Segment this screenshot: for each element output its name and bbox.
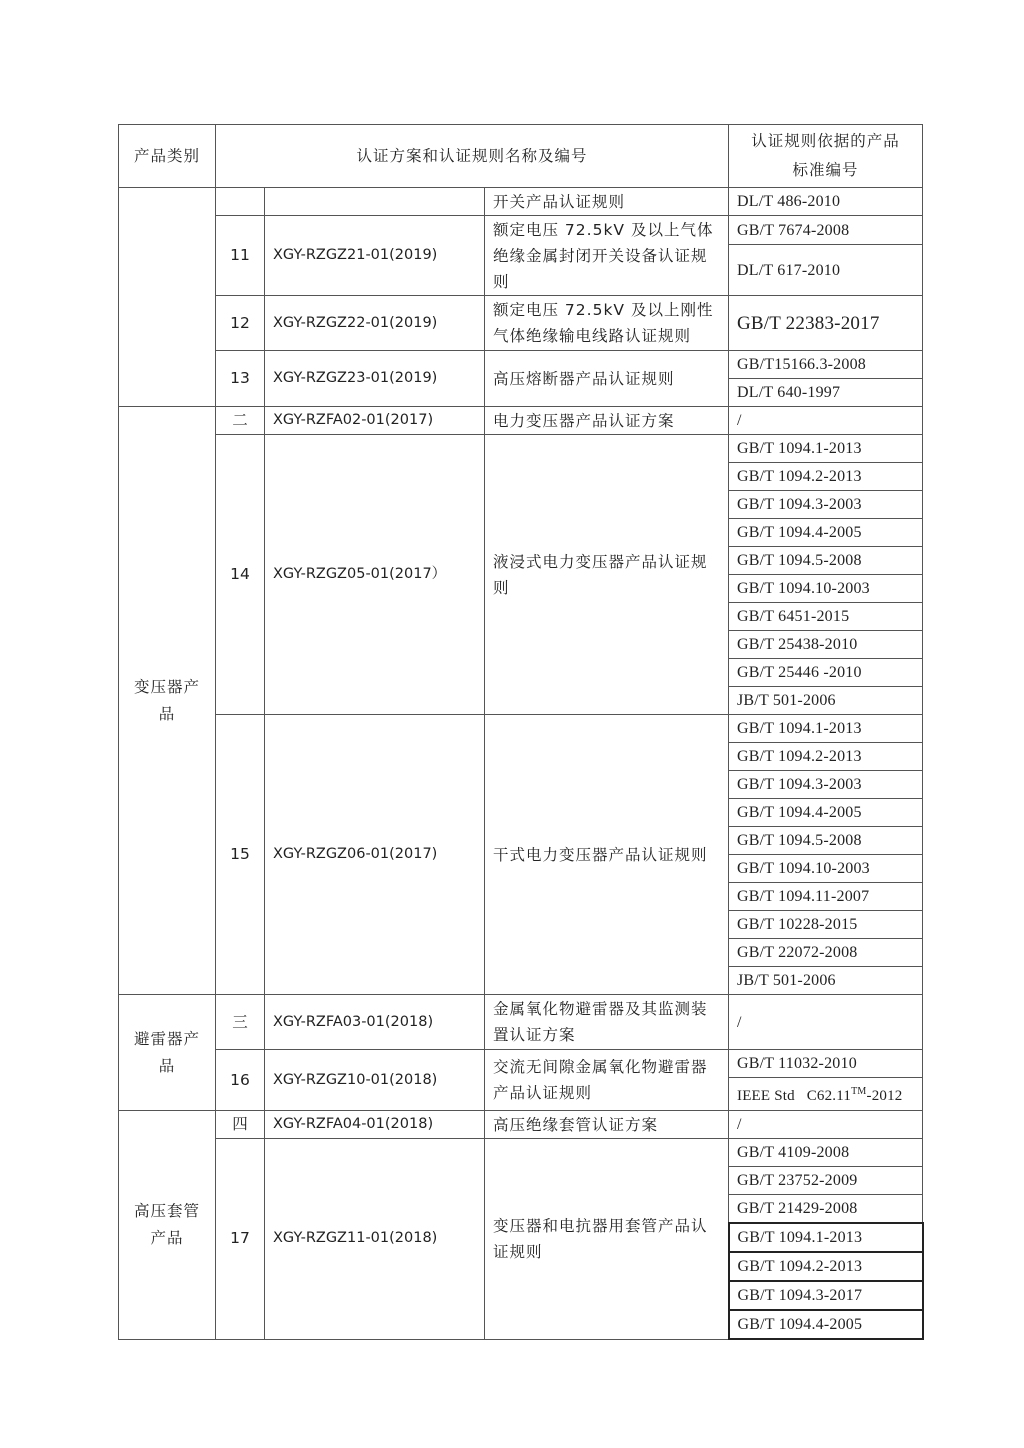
standard-code: GB/T 1094.4-2005 xyxy=(729,799,923,827)
rule-name: 交流无间隙金属氧化物避雷器产品认证规则 xyxy=(485,1050,729,1111)
table-row xyxy=(119,715,923,743)
rule-code: XGY-RZGZ06-01(2017) xyxy=(265,715,485,995)
standard-code: GB/T 1094.1-2013 xyxy=(729,435,923,463)
rule-code: XGY-RZFA03-01(2018) xyxy=(265,995,485,1050)
standard-code: JB/T 501-2006 xyxy=(729,967,923,995)
ieee-standard: IEEE Std C62.11 xyxy=(737,1088,852,1104)
rule-code: XGY-RZGZ22-01(2019) xyxy=(265,296,485,351)
standard-code: GB/T 1094.11-2007 xyxy=(729,883,923,911)
standard-code: GB/T 1094.2-2013 xyxy=(729,743,923,771)
standard-code: DL/T 617-2010 xyxy=(729,245,923,296)
rule-name: 高压绝缘套管认证方案 xyxy=(485,1111,729,1139)
table-row xyxy=(119,435,923,463)
standard-code: GB/T 1094.5-2008 xyxy=(729,827,923,855)
standard-code: DL/T 640-1997 xyxy=(729,379,923,407)
standard-code: GB/T 1094.10-2003 xyxy=(729,855,923,883)
row-number: 三 xyxy=(216,995,265,1050)
table-row xyxy=(119,1111,923,1139)
header-standard-line2: 标准编号 xyxy=(792,161,859,179)
certification-table xyxy=(118,124,924,1340)
standard-code: / xyxy=(729,995,923,1050)
rule-code: XGY-RZGZ11-01(2018) xyxy=(265,1139,485,1340)
row-number: 13 xyxy=(216,351,265,407)
header-standard-line1: 认证规则依据的产品 xyxy=(751,132,900,150)
standard-code: GB/T 4109-2008 xyxy=(729,1139,923,1167)
standard-code: / xyxy=(729,407,923,435)
standard-code: GB/T 1094.2-2013 xyxy=(729,1252,923,1281)
standard-code: JB/T 501-2006 xyxy=(729,687,923,715)
standard-code: GB/T 1094.5-2008 xyxy=(729,547,923,575)
standard-code: GB/T 21429-2008 xyxy=(729,1195,923,1224)
standard-code: GB/T 23752-2009 xyxy=(729,1167,923,1195)
standard-code: / xyxy=(729,1111,923,1139)
standard-code: GB/T 7674-2008 xyxy=(729,216,923,245)
rule-name: 电力变压器产品认证方案 xyxy=(485,407,729,435)
standard-code: GB/T 25446 -2010 xyxy=(729,659,923,687)
standard-code: GB/T 1094.3-2003 xyxy=(729,771,923,799)
rule-name: 变压器和电抗器用套管产品认证规则 xyxy=(485,1139,729,1340)
standard-code: GB/T15166.3-2008 xyxy=(729,351,923,379)
standard-code: GB/T 1094.3-2003 xyxy=(729,491,923,519)
rule-name: 金属氧化物避雷器及其监测装置认证方案 xyxy=(485,995,729,1050)
rule-code: XGY-RZFA04-01(2018) xyxy=(265,1111,485,1139)
table-row xyxy=(119,1139,923,1167)
rule-name: 开关产品认证规则 xyxy=(485,188,729,216)
rule-code: XGY-RZGZ21-01(2019) xyxy=(265,216,485,296)
standard-code: GB/T 1094.1-2013 xyxy=(729,715,923,743)
category-transformer: 变压器产品 xyxy=(119,407,216,995)
standard-code: GB/T 22383-2017 xyxy=(729,296,923,351)
table-row xyxy=(119,351,923,379)
ieee-year: -2012 xyxy=(866,1088,903,1104)
row-number: 11 xyxy=(216,216,265,296)
category-bushing: 高压套管产品 xyxy=(119,1111,216,1340)
category-cell-switch xyxy=(119,188,216,407)
standard-code: GB/T 1094.4-2005 xyxy=(729,519,923,547)
row-number: 四 xyxy=(216,1111,265,1139)
standard-code: GB/T 1094.2-2013 xyxy=(729,463,923,491)
trademark-sup: TM xyxy=(851,1086,867,1097)
standard-code: GB/T 22072-2008 xyxy=(729,939,923,967)
rule-name: 液浸式电力变压器产品认证规则 xyxy=(485,435,729,715)
header-category: 产品类别 xyxy=(119,125,216,188)
rule-code: XGY-RZGZ10-01(2018) xyxy=(265,1050,485,1111)
standard-code: GB/T 6451-2015 xyxy=(729,603,923,631)
rule-code: XGY-RZFA02-01(2017) xyxy=(265,407,485,435)
standard-code: GB/T 25438-2010 xyxy=(729,631,923,659)
header-row xyxy=(119,125,923,188)
standard-code: GB/T 1094.4-2005 xyxy=(729,1310,923,1339)
row-number: 12 xyxy=(216,296,265,351)
row-number: 16 xyxy=(216,1050,265,1111)
standard-code: GB/T 10228-2015 xyxy=(729,911,923,939)
rule-code: XGY-RZGZ23-01(2019) xyxy=(265,351,485,407)
standard-code: DL/T 486-2010 xyxy=(729,188,923,216)
standard-code: GB/T 1094.1-2013 xyxy=(729,1223,923,1252)
rule-name: 干式电力变压器产品认证规则 xyxy=(485,715,729,995)
standard-code: GB/T 1094.3-2017 xyxy=(729,1281,923,1310)
category-arrester: 避雷器产品 xyxy=(119,995,216,1111)
rule-name: 高压熔断器产品认证规则 xyxy=(485,351,729,407)
rule-name: 额定电压 72.5kV 及以上刚性气体绝缘输电线路认证规则 xyxy=(485,296,729,351)
standard-code: GB/T 1094.10-2003 xyxy=(729,575,923,603)
rule-name: 额定电压 72.5kV 及以上气体绝缘金属封闭开关设备认证规则 xyxy=(485,216,729,296)
table-row xyxy=(119,995,923,1050)
row-number: 15 xyxy=(216,715,265,995)
empty-cell xyxy=(265,188,485,216)
standard-code-ieee xyxy=(729,1078,923,1111)
table-row xyxy=(119,1050,923,1078)
header-scheme: 认证方案和认证规则名称及编号 xyxy=(216,125,729,188)
empty-cell xyxy=(216,188,265,216)
header-standard xyxy=(729,125,923,188)
rule-code: XGY-RZGZ05-01(2017） xyxy=(265,435,485,715)
table-row xyxy=(119,296,923,351)
row-number: 二 xyxy=(216,407,265,435)
table-row xyxy=(119,188,923,216)
standard-code: GB/T 11032-2010 xyxy=(729,1050,923,1078)
row-number: 14 xyxy=(216,435,265,715)
table-row xyxy=(119,216,923,245)
table-row xyxy=(119,407,923,435)
row-number: 17 xyxy=(216,1139,265,1340)
